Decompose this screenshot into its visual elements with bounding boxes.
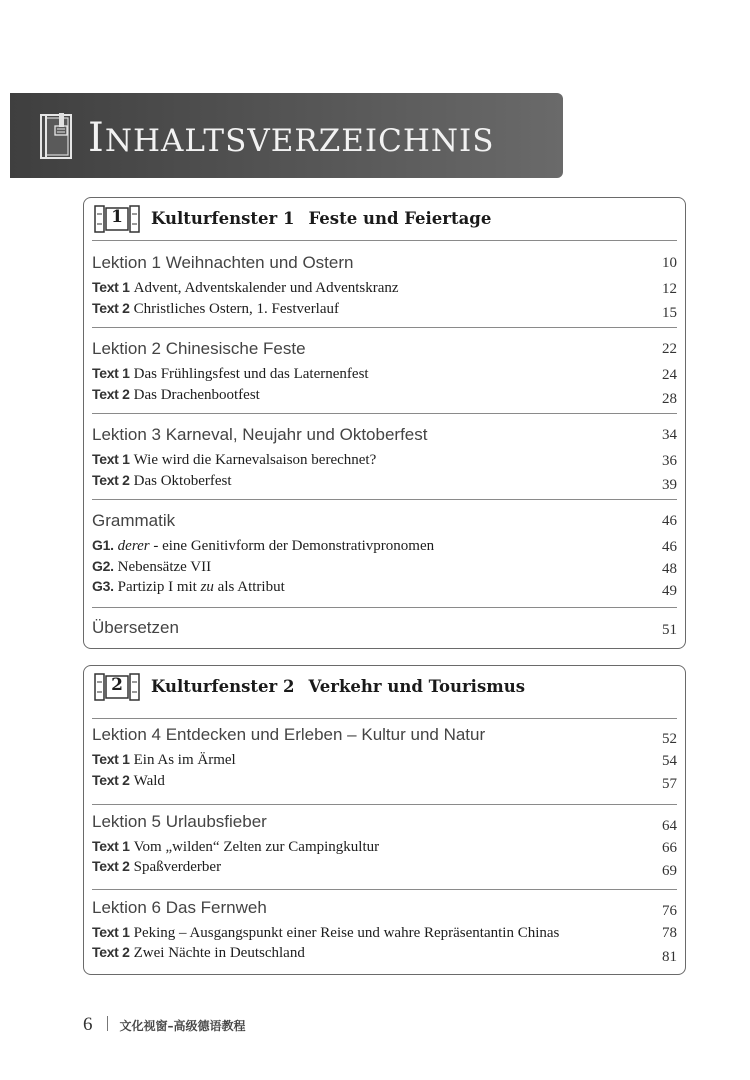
page-number: 66 [662, 840, 677, 856]
section-title: Lektion 5 Urlaubsfieber [92, 812, 267, 831]
grammar-prefix: Partizip I mit [117, 579, 201, 595]
page-number: 15 [662, 305, 677, 321]
text-title: Das Oktoberfest [133, 473, 232, 489]
page-number: 81 [662, 949, 677, 965]
page-number: 57 [662, 776, 677, 792]
grammar-label: G2. [92, 558, 114, 574]
toc-entry-text[interactable] [92, 924, 677, 942]
section-title: Übersetzen [92, 618, 179, 637]
unit-box-2 [83, 665, 686, 975]
toc-entry-text[interactable] [92, 858, 677, 879]
unit-subtitle: Feste und Feiertage [308, 209, 492, 228]
toc-entry-grammatik[interactable] [92, 511, 677, 531]
page-footer [83, 1014, 246, 1036]
grammar-emphasis: derer [117, 538, 150, 554]
unit-title [151, 209, 491, 228]
section-title: Lektion 6 Das Fernweh [92, 898, 267, 917]
unit-title-label: Kulturfenster 1 [151, 209, 295, 228]
text-label: Text 1 [92, 451, 130, 467]
section-divider [92, 413, 677, 414]
page-number: 12 [662, 281, 677, 297]
toc-entry-lektion-5[interactable] [92, 812, 677, 832]
grammar-label: G1. [92, 537, 114, 553]
page-number: 22 [662, 341, 677, 357]
text-title: Das Drachenbootfest [133, 387, 260, 403]
text-label: Text 2 [92, 472, 130, 488]
text-label: Text 2 [92, 858, 130, 874]
footer-page-number: 6 [83, 1014, 93, 1035]
toc-entry-uebersetzen[interactable] [92, 618, 677, 638]
toc-entry-text[interactable] [92, 472, 677, 493]
text-label: Text 1 [92, 279, 130, 295]
section-title: Lektion 2 Chinesische Feste [92, 339, 306, 358]
section-title: Grammatik [92, 511, 176, 530]
page-number: 46 [662, 513, 677, 529]
toc-entry-lektion-4[interactable] [92, 725, 677, 745]
toc-entry-text[interactable] [92, 772, 677, 790]
section-title: Lektion 3 Karneval, Neujahr und Oktoberfest [92, 425, 428, 444]
toc-entry-grammar[interactable] [92, 578, 677, 599]
text-label: Text 1 [92, 365, 130, 381]
text-title: Ein As im Ärmel [133, 752, 236, 768]
toc-entry-lektion-1[interactable] [92, 253, 677, 273]
text-label: Text 2 [92, 300, 130, 316]
toc-entry-grammar[interactable] [92, 537, 677, 555]
unit-header-1 [84, 198, 685, 240]
text-title: Advent, Adventskalender und Adventskranz [133, 280, 399, 296]
unit-title [151, 677, 525, 696]
page-number: 64 [662, 818, 677, 834]
text-label: Text 1 [92, 751, 130, 767]
text-title: Wie wird die Karnevalsaison berechnet? [133, 452, 377, 468]
text-title: Spaßverderber [133, 859, 222, 875]
toc-entry-text[interactable] [92, 751, 677, 769]
section-divider [92, 499, 677, 500]
toc-entry-lektion-6[interactable] [92, 898, 677, 918]
grammar-title: Nebensätze VII [117, 559, 212, 575]
section-divider [92, 804, 677, 805]
text-label: Text 2 [92, 386, 130, 402]
text-label: Text 2 [92, 772, 130, 788]
toc-entry-text[interactable] [92, 279, 677, 297]
section-divider [92, 889, 677, 890]
footer-divider [107, 1016, 108, 1031]
text-label: Text 2 [92, 944, 130, 960]
section-divider [92, 327, 677, 328]
text-title: Christliches Ostern, 1. Festverlauf [133, 301, 340, 317]
text-title: Das Frühlingsfest und das Laternenfest [133, 366, 369, 382]
toc-entry-lektion-2[interactable] [92, 339, 677, 359]
page-number: 78 [662, 925, 677, 941]
section-title: Lektion 1 Weihnachten und Ostern [92, 253, 354, 272]
page-number: 69 [662, 863, 677, 879]
grammar-title: als Attribut [213, 579, 285, 595]
grammar-title: - eine Genitivform der Demonstrativpronomen [149, 538, 435, 554]
page-number: 36 [662, 453, 677, 469]
unit-title-label: Kulturfenster 2 [151, 677, 295, 696]
toc-entry-grammar[interactable] [92, 558, 677, 576]
unit-box-1 [83, 197, 686, 649]
toc-entry-text[interactable] [92, 365, 677, 383]
page-number: 54 [662, 753, 677, 769]
page-number: 52 [662, 731, 677, 747]
toc-entry-text[interactable] [92, 838, 677, 856]
toc-entry-text[interactable] [92, 944, 677, 965]
section-divider [92, 240, 677, 241]
page-title-initial: I [88, 115, 105, 161]
page-number: 51 [662, 622, 677, 638]
text-label: Text 1 [92, 838, 130, 854]
text-title: Peking – Ausgangspunkt einer Reise und wahre Repräsentantin Chinas [133, 925, 560, 941]
grammar-label: G3. [92, 578, 114, 594]
book-icon [40, 112, 74, 160]
section-title: Lektion 4 Entdecken und Erleben – Kultur und Natur [92, 725, 486, 744]
page-title-rest: NHALTSVERZEICHNIS [104, 123, 495, 159]
section-divider [92, 718, 677, 719]
text-title: Zwei Nächte in Deutschland [133, 945, 305, 961]
page-number: 46 [662, 539, 677, 555]
page-title [88, 113, 494, 166]
toc-entry-text[interactable] [92, 451, 677, 469]
grammar-emphasis: zu [200, 579, 214, 595]
toc-entry-lektion-3[interactable] [92, 425, 677, 445]
unit-number: 2 [111, 675, 123, 695]
section-divider [92, 607, 677, 608]
page-number: 39 [662, 477, 677, 493]
text-label: Text 1 [92, 924, 130, 940]
page-number: 24 [662, 367, 677, 383]
page-number: 28 [662, 391, 677, 407]
unit-subtitle: Verkehr und Tourismus [308, 677, 525, 696]
page-number: 34 [662, 427, 677, 443]
toc-entry-text[interactable] [92, 386, 677, 407]
page-number: 10 [662, 255, 677, 271]
footer-book-title: 文化视窗–高级德语教程 [119, 1019, 246, 1033]
text-title: Wald [133, 773, 165, 789]
page-number: 76 [662, 903, 677, 919]
text-title: Vom „wilden“ Zelten zur Campingkultur [133, 839, 380, 855]
page-number: 48 [662, 561, 677, 577]
page-number: 49 [662, 583, 677, 599]
unit-number: 1 [111, 207, 123, 227]
toc-entry-text[interactable] [92, 300, 677, 321]
unit-header-2 [84, 666, 685, 708]
